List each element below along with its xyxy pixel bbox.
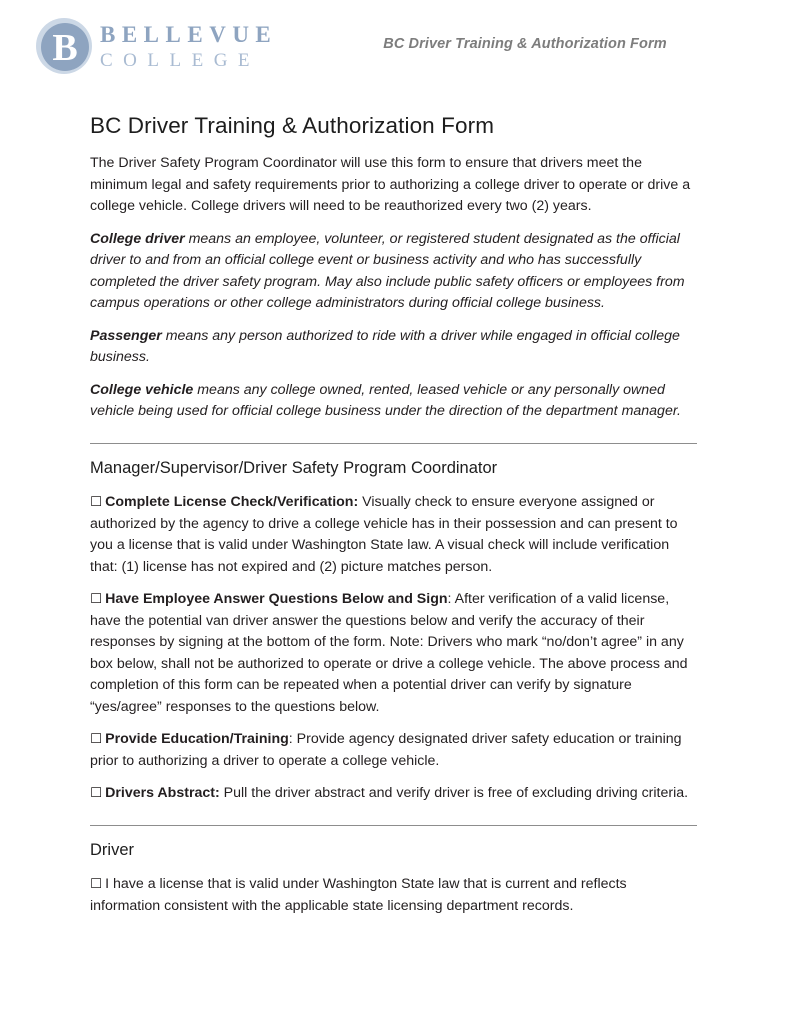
checklist-item-education-training xyxy=(90,729,698,772)
checkbox-icon[interactable]: ☐ xyxy=(90,494,103,511)
section-divider xyxy=(90,443,697,444)
checklist-item-text: : After verification of a valid license, have the potential van driver answer the questions below and verify the accuracy of their responses by signing at the bottom of the form. Note: Drivers who mark “no/don’t agree” in any box below, shall not be authorized to operate or drive a college vehicle. The above process and completion of this form can be repeated when a potential driver can verify by signature “yes/agree” responses to the questions below. xyxy=(90,591,688,715)
section-heading-driver: Driver xyxy=(90,840,134,859)
checklist-item-text: : Provide agency designated driver safety education or training prior to authorizing a driver to operate a college vehicle. xyxy=(90,731,682,769)
checklist-item-label: Provide Education/Training xyxy=(105,731,289,748)
checklist-item-license-check xyxy=(90,492,698,578)
checklist-item-label: Have Employee Answer Questions Below and Sign xyxy=(105,591,448,608)
checkbox-icon[interactable]: ☐ xyxy=(90,591,103,608)
definition-college-driver xyxy=(90,229,698,315)
checklist-item-label: Complete License Check/Verification: xyxy=(105,494,359,511)
checklist-item-text: Pull the driver abstract and verify driver is free of excluding driving criteria. xyxy=(219,785,689,802)
document-body xyxy=(90,112,698,928)
section-heading-manager: Manager/Supervisor/Driver Safety Program Coordinator xyxy=(90,458,498,477)
checkbox-icon[interactable]: ☐ xyxy=(90,785,103,802)
svg-text:B: B xyxy=(52,27,78,69)
checklist-item-driver-license-attestation xyxy=(90,874,698,917)
definition-text: means any college owned, rented, leased vehicle or any personally owned vehicle being used for official college business under the direction of the department manager. xyxy=(90,381,681,419)
checklist-item-label: Drivers Abstract: xyxy=(105,785,220,802)
definition-college-vehicle xyxy=(90,380,698,423)
definition-text: means an employee, volunteer, or registered student designated as the official driver to and from an official college event or business activity and who has successfully completed the driver safety program. May also include public safety officers or employees from campus operations or other college administrators during official college business. xyxy=(90,230,685,311)
checklist-item-text: Visually check to ensure everyone assigned or authorized by the agency to drive a college vehicle has in their possession and can present to you a license that is valid under Washington State law. A visual check will include verification that: (1) license has not expired and (2) picture matches person. xyxy=(90,494,678,575)
intro-paragraph: The Driver Safety Program Coordinator will use this form to ensure that drivers meet the minimum legal and safety requirements prior to authorizing a college driver to operate or drive a college vehicle. College drivers will need to be reauthorized every two (2) years. xyxy=(90,155,691,214)
wordmark-bellevue: BELLEVUE xyxy=(100,21,278,47)
definition-term: Passenger xyxy=(90,327,162,344)
page-title: BC Driver Training & Authorization Form xyxy=(90,113,495,138)
section-divider xyxy=(90,825,697,826)
checkbox-icon[interactable]: ☐ xyxy=(90,876,103,893)
wordmark-college: COLLEGE xyxy=(100,49,261,71)
definition-passenger xyxy=(90,326,698,369)
checkbox-icon[interactable]: ☐ xyxy=(90,731,103,748)
checklist-item-answer-questions xyxy=(90,589,698,718)
checklist-item-drivers-abstract xyxy=(90,783,698,805)
page-header xyxy=(0,0,792,92)
definition-term: College driver xyxy=(90,230,185,247)
definition-term: College vehicle xyxy=(90,381,194,398)
checklist-item-text: I have a license that is valid under Washington State law that is current and reflects information consistent with the applicable state licensing department records. xyxy=(90,876,627,914)
definition-text: means any person authorized to ride with a driver while engaged in official college business. xyxy=(90,327,680,365)
header-document-title: BC Driver Training & Authorization Form xyxy=(383,36,667,52)
